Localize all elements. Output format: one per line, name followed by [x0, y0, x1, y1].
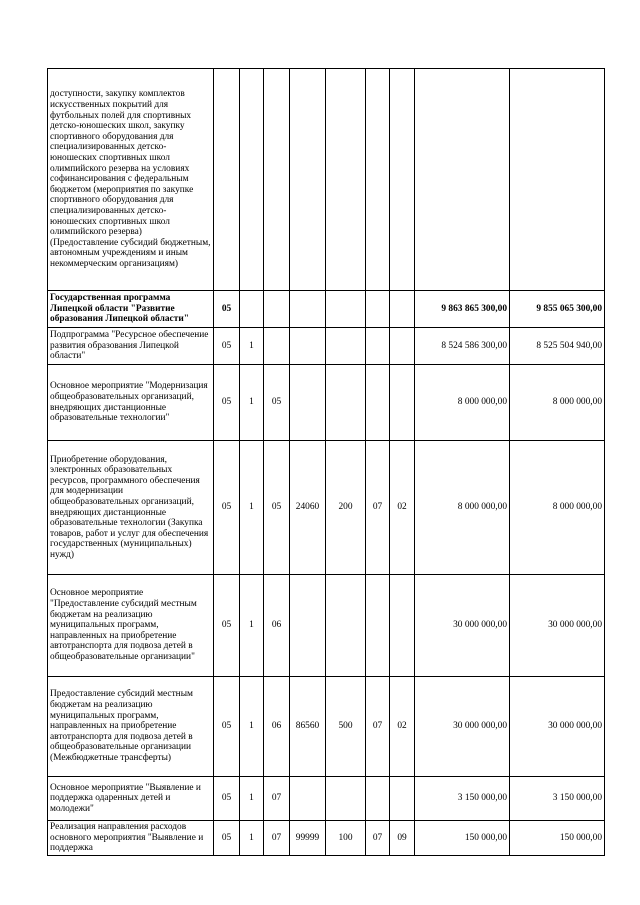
cell-subsection — [390, 69, 415, 291]
cell-section: 07 — [366, 821, 390, 856]
cell-direction-code: 86560 — [290, 677, 326, 777]
cell-program-code: 05 — [214, 365, 240, 441]
cell-expense-type — [326, 575, 366, 677]
cell-expense-type: 100 — [326, 821, 366, 856]
cell-subprogram-code: 1 — [240, 677, 264, 777]
cell-name: Основное мероприятие "Предоставление субсидий местным бюджетам на реализацию муниципальных программ, направленных на приобретение автотранспорта для подвоза детей в общеобразовательные организации" — [48, 575, 214, 677]
cell-measure-code — [264, 328, 290, 365]
table-row — [48, 677, 605, 777]
cell-expense-type — [326, 291, 366, 328]
cell-amount-year-1: 8 524 586 300,00 — [415, 328, 510, 365]
cell-subsection: 09 — [390, 821, 415, 856]
cell-amount-year-2: 30 000 000,00 — [510, 677, 605, 777]
table-body — [48, 69, 605, 856]
cell-amount-year-2: 3 150 000,00 — [510, 777, 605, 821]
cell-name: Основное мероприятие "Модернизация общеобразовательных организаций, внедряющих дистанционные образовательные технологии" — [48, 365, 214, 441]
cell-section — [366, 365, 390, 441]
cell-amount-year-1: 30 000 000,00 — [415, 575, 510, 677]
cell-subsection: 02 — [390, 441, 415, 575]
cell-program-code: 05 — [214, 575, 240, 677]
cell-subprogram-code — [240, 291, 264, 328]
cell-subsection — [390, 291, 415, 328]
cell-measure-code — [264, 69, 290, 291]
cell-expense-type: 500 — [326, 677, 366, 777]
cell-program-code: 05 — [214, 777, 240, 821]
cell-measure-code: 06 — [264, 677, 290, 777]
cell-measure-code: 05 — [264, 441, 290, 575]
cell-section — [366, 291, 390, 328]
cell-amount-year-1 — [415, 69, 510, 291]
cell-subprogram-code: 1 — [240, 441, 264, 575]
cell-section — [366, 777, 390, 821]
cell-program-code: 05 — [214, 677, 240, 777]
cell-subprogram-code — [240, 69, 264, 291]
cell-measure-code: 06 — [264, 575, 290, 677]
cell-direction-code: 99999 — [290, 821, 326, 856]
cell-subsection — [390, 365, 415, 441]
cell-name: Подпрограмма "Ресурсное обеспечение развития образования Липецкой области" — [48, 328, 214, 365]
cell-expense-type — [326, 777, 366, 821]
cell-amount-year-1: 9 863 865 300,00 — [415, 291, 510, 328]
cell-direction-code — [290, 365, 326, 441]
cell-amount-year-1: 30 000 000,00 — [415, 677, 510, 777]
cell-expense-type — [326, 69, 366, 291]
cell-subsection — [390, 777, 415, 821]
cell-subsection — [390, 328, 415, 365]
cell-subsection: 02 — [390, 677, 415, 777]
cell-subprogram-code: 1 — [240, 821, 264, 856]
cell-subsection — [390, 575, 415, 677]
cell-amount-year-1: 3 150 000,00 — [415, 777, 510, 821]
cell-program-code: 05 — [214, 441, 240, 575]
cell-program-code — [214, 69, 240, 291]
cell-direction-code — [290, 777, 326, 821]
cell-direction-code: 24060 — [290, 441, 326, 575]
cell-direction-code — [290, 575, 326, 677]
cell-direction-code — [290, 291, 326, 328]
table-row — [48, 328, 605, 365]
cell-name: Приобретение оборудования, электронных образовательных ресурсов, программного обеспечения для модернизации общеобразовательных организаций, внедряющих дистанционные образовательные технологии (Закупка товаров, работ и услуг для обеспечения государственных (муниципальных) нужд) — [48, 441, 214, 575]
table-row — [48, 441, 605, 575]
table-row — [48, 69, 605, 291]
table-row — [48, 777, 605, 821]
table-row — [48, 821, 605, 856]
cell-amount-year-1: 8 000 000,00 — [415, 441, 510, 575]
cell-amount-year-1: 150 000,00 — [415, 821, 510, 856]
cell-name: доступности, закупку комплектов искусственных покрытий для футбольных полей для спортивных детско-юношеских школ, закупку спортивного оборудования для специализированных детско-юношеских спортивных школ олимпийского резерва на условиях софинансирования с федеральным бюджетом (мероприятия по закупке спортивного оборудования для специализированных детско-юношеских спортивных школ олимпийского резерва) (Предоставление субсидий бюджетным, автономным учреждениям и иным некоммерческим организациям) — [48, 69, 214, 291]
budget-table — [47, 68, 605, 856]
cell-amount-year-2: 8 000 000,00 — [510, 441, 605, 575]
cell-name: Основное мероприятие "Выявление и поддержка одаренных детей и молодежи" — [48, 777, 214, 821]
cell-section: 07 — [366, 677, 390, 777]
cell-program-code: 05 — [214, 328, 240, 365]
cell-measure-code: 07 — [264, 821, 290, 856]
cell-program-code: 05 — [214, 291, 240, 328]
cell-section: 07 — [366, 441, 390, 575]
cell-measure-code — [264, 291, 290, 328]
cell-amount-year-2: 30 000 000,00 — [510, 575, 605, 677]
cell-name: Государственная программа Липецкой области "Развитие образования Липецкой области" — [48, 291, 214, 328]
cell-subprogram-code: 1 — [240, 328, 264, 365]
cell-measure-code: 05 — [264, 365, 290, 441]
cell-amount-year-2 — [510, 69, 605, 291]
cell-section — [366, 69, 390, 291]
cell-name: Предоставление субсидий местным бюджетам на реализацию муниципальных программ, направленных на приобретение автотранспорта для подвоза детей в общеобразовательные организации (Межбюджетные трансферты) — [48, 677, 214, 777]
cell-amount-year-2: 9 855 065 300,00 — [510, 291, 605, 328]
cell-subprogram-code: 1 — [240, 575, 264, 677]
cell-section — [366, 328, 390, 365]
cell-name: Реализация направления расходов основного мероприятия "Выявление и поддержка — [48, 821, 214, 856]
cell-expense-type: 200 — [326, 441, 366, 575]
cell-program-code: 05 — [214, 821, 240, 856]
cell-amount-year-1: 8 000 000,00 — [415, 365, 510, 441]
cell-expense-type — [326, 328, 366, 365]
table-row — [48, 365, 605, 441]
cell-subprogram-code: 1 — [240, 365, 264, 441]
cell-section — [366, 575, 390, 677]
cell-expense-type — [326, 365, 366, 441]
cell-direction-code — [290, 69, 326, 291]
table-row — [48, 575, 605, 677]
table-row — [48, 291, 605, 328]
cell-subprogram-code: 1 — [240, 777, 264, 821]
cell-amount-year-2: 150 000,00 — [510, 821, 605, 856]
cell-amount-year-2: 8 525 504 940,00 — [510, 328, 605, 365]
cell-direction-code — [290, 328, 326, 365]
cell-amount-year-2: 8 000 000,00 — [510, 365, 605, 441]
cell-measure-code: 07 — [264, 777, 290, 821]
